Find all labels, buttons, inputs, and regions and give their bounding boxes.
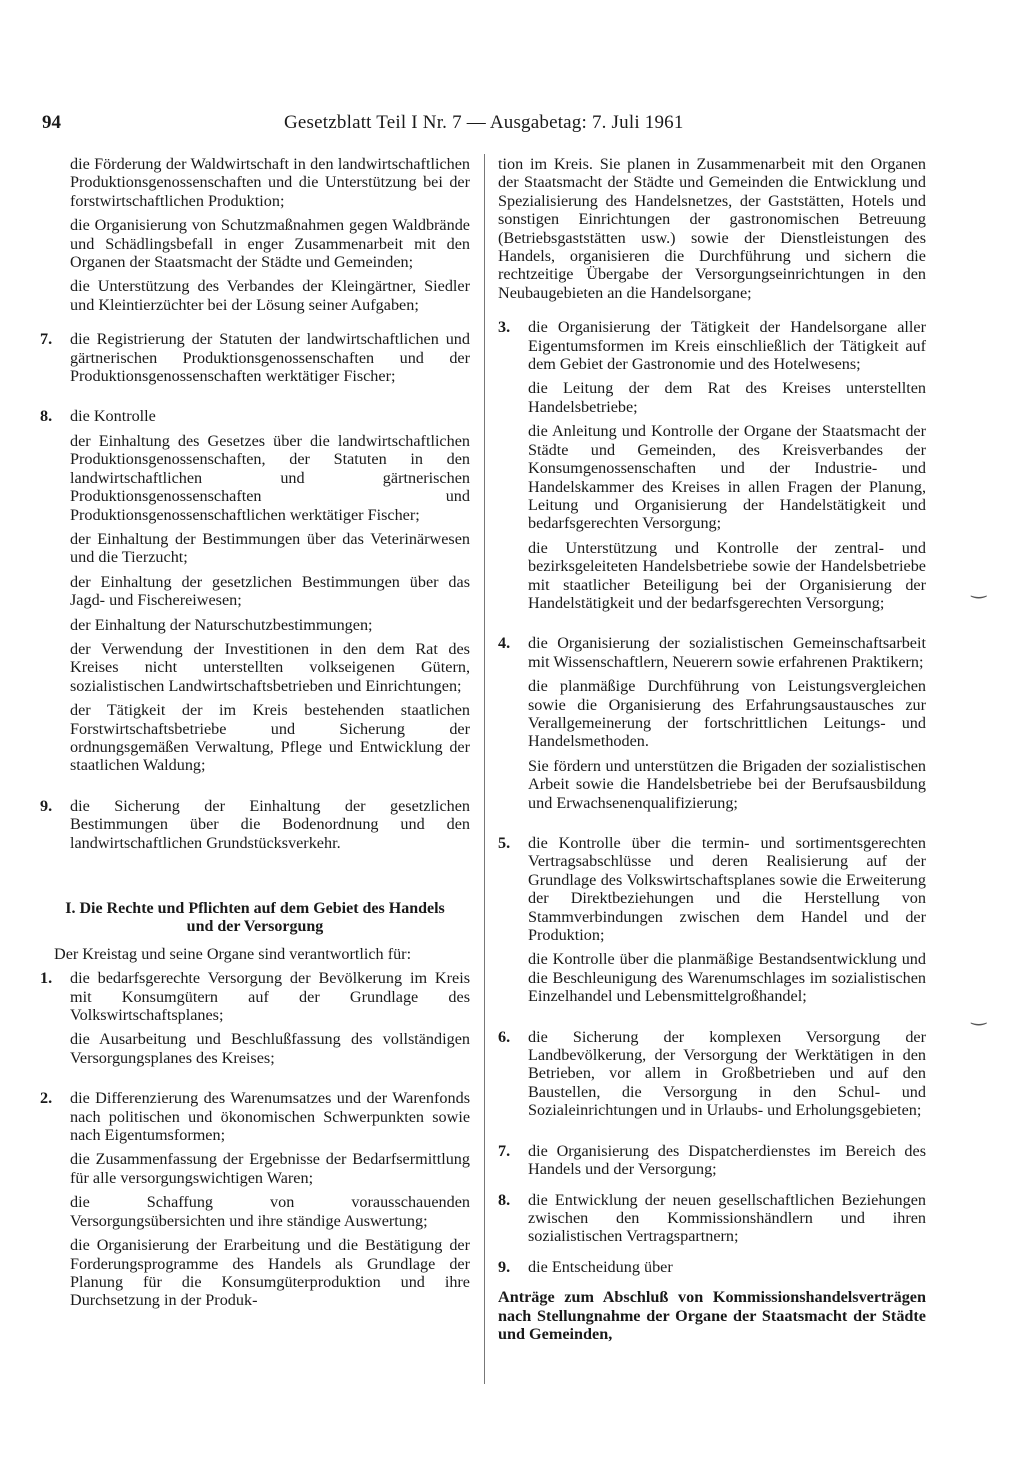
page-header-title: Gesetzblatt Teil I Nr. 7 — Ausgabetag: 7. Juli 1961	[284, 112, 684, 133]
list-item-7	[40, 330, 470, 391]
paragraph: die Förderung der Waldwirtschaft in den landwirtschaftlichen Produktionsgenossenschaften und die Unterstützung bei der forstwirtschaftlichen Produktion;	[70, 155, 470, 210]
item-text: die planmäßige Durchführung von Leistungsvergleichen sowie die Organisierung des Erfahrungsaustausches zur Verallgemeinerung der fortschrittlichen Leitungs- und Handelsmethoden.	[528, 677, 926, 751]
item-text: die Anleitung und Kontrolle der Organe der Staatsmacht der Städte und Gemeinden, des Kreisverbandes der Konsumgenossenschaften und der Industrie- und Handelskammer des Kreises in allen Fragen der Planung, Leitung und Organisierung der Handelstätigkeit und bedarfsgerechten Versorgung;	[528, 422, 926, 533]
item-text: die Organisierung der Tätigkeit der Handelsorgane aller Eigentumsformen im Kreis einschließlich der Tätigkeit auf dem Gebiet der Gastronomie und des Hotelwesens;	[528, 318, 926, 374]
sub-paragraph: Anträge zum Abschluß von Kommissionshandelsverträgen nach Stellungnahme der Organe der Staatsmacht der Städte und Gemeinden,	[498, 1288, 926, 1343]
list-item-9	[40, 797, 470, 858]
left-column	[40, 155, 470, 1322]
item-text: die Zusammenfassung der Ergebnisse der Bedarfsermittlung für alle versorgungswichtigen Waren;	[70, 1150, 470, 1187]
item-number: 6.	[498, 1027, 511, 1046]
section-item-1	[40, 969, 470, 1073]
item-number: 9.	[40, 796, 53, 815]
item-number: 4.	[498, 634, 511, 653]
item-text: die Entwicklung der neuen gesellschaftlichen Beziehungen zwischen den Kommissionshändlern und ihren sozialistischen Vertragspartnern;	[528, 1190, 926, 1246]
item-text: die Registrierung der Statuten der landwirtschaftlichen und gärtnerischen Produktionsgenossenschaften und der Produktionsgenossenschaften werktätiger Fischer;	[70, 330, 470, 386]
item-text: die Sicherung der komplexen Versorgung der Landbevölkerung, der Versorgung der Werktätigen in den Betrieben, vor allem in Großbetrieben und auf den Baustellen, die Versorgung in den Schul- und Sozialeinrichtungen und in Urlaubs- und Erholungsgebieten;	[528, 1027, 926, 1120]
sub-paragraph: der Tätigkeit der im Kreis bestehenden staatlichen Forstwirtschaftsbetriebe und Sicherung der ordnungsgemäßen Verwaltung, Pflege und Entwicklung der staatlichen Waldung;	[70, 701, 470, 775]
paragraph: die Organisierung von Schutzmaßnahmen gegen Waldbrände und Schädlingsbefall in enger Zusammenarbeit mit den Organen der Staatsmacht der Städte und Gemeinden;	[70, 216, 470, 272]
page-number: 94	[42, 112, 61, 133]
item-text: die Organisierung der Erarbeitung und die Bestätigung der Forderungsprogramme des Handels als Grundlage der Planung für die Konsumgüterproduktion und ihre Durchsetzung in der Produk-	[70, 1236, 470, 1310]
item-text: die Ausarbeitung und Beschlußfassung des vollständigen Versorgungsplanes des Kreises;	[70, 1030, 470, 1067]
item-text: die Kontrolle über die planmäßige Bestandsentwicklung und die Beschleunigung des Warenumschlages im sozialistischen Einzelhandel und Lebensmittelgroßhandel;	[528, 950, 926, 1006]
item-text: die Entscheidung über	[528, 1257, 673, 1276]
item-number: 7.	[40, 330, 53, 349]
sub-paragraph: der Einhaltung des Gesetzes über die landwirtschaftlichen Produktionsgenossenschaften, der Statuten in den landwirtschaftlichen und gärtnerischen Produktionsgenossenschaften und Produktionsgenossenschaftlichen werktätiger Fischer;	[70, 431, 470, 524]
section-heading	[40, 900, 470, 937]
margin-mark-1: ‿	[971, 578, 986, 598]
list-item-5	[498, 834, 926, 1012]
sub-paragraph: der Verwendung der Investitionen in den dem Rat des Kreises nicht unterstellten volkseigenen Gütern, sozialistischen Landwirtschaftsbetrieben und Einrichtungen;	[70, 639, 470, 695]
item-text: die Organisierung der sozialistischen Gemeinschaftsarbeit mit Wissenschaftlern, Neuerern sowie erfahrenen Praktikern;	[528, 634, 926, 671]
item-number: 2.	[40, 1089, 53, 1108]
item-text: die Differenzierung des Warenumsatzes und der Warenfonds nach politischen und ökonomischen Schwerpunkten sowie nach Eigentumsformen;	[70, 1089, 470, 1145]
sub-paragraph: der Einhaltung der Bestimmungen über das Veterinärwesen und die Tierzucht;	[70, 529, 470, 567]
paragraph: die Unterstützung des Verbandes der Kleingärtner, Siedler und Kleintierzüchter bei der Lösung seiner Aufgaben;	[70, 277, 470, 314]
item-text: die Leitung der dem Rat des Kreises unterstellten Handelsbetriebe;	[528, 379, 926, 416]
list-item-9-right	[498, 1258, 926, 1282]
item-number: 7.	[498, 1141, 511, 1160]
item-number: 3.	[498, 318, 511, 337]
item-text: die Kontrolle über die termin- und sortimentsgerechten Vertragsabschlüsse und deren Realisierung auf der Grundlage des Volkswirtschaftsplanes sowie die Erweiterung der Direktbeziehungen und die Herstellung von Stammverbindungen zwischen dem Handel und der Produktion;	[528, 834, 926, 945]
item-text: die Unterstützung und Kontrolle der zentral- und bezirksgeleiteten Handelsbetriebe sowie der Handelsbetriebe mit staatlicher Beteiligung bei der Organisierung der Handelstätigkeit und der bedarfsgerechten Versorgung;	[528, 538, 926, 612]
section-heading-line2: und der Versorgung	[186, 918, 324, 936]
column-divider	[484, 154, 485, 1384]
list-item-8-right	[498, 1191, 926, 1252]
section-heading-line1: I. Die Rechte und Pflichten auf dem Gebiet des Handels	[65, 900, 445, 917]
continuation-paragraph: tion im Kreis. Sie planen in Zusammenarbeit mit den Organen der Staatsmacht der Städte und Gemeinden die Entwicklung und Spezialisierung des Handelsnetzes, der Gaststätten, Hotels und sonstigen Einrichtungen der gastronomischen Betreuung (Betriebsgaststätten usw.) sowie der Dienstleistungen des Handels, organisieren die Durchführung und sichern die rechtzeitige Übergabe der Versorgungseinrichtungen in den Neubaugebieten an die Handelsorgane;	[498, 155, 926, 302]
item-text: die bedarfsgerechte Versorgung der Bevölkerung im Kreis mit Konsumgütern auf der Grundlage des Volkswirtschaftsplanes;	[70, 969, 470, 1025]
section-intro: Der Kreistag und seine Organe sind verantwortlich für:	[54, 944, 412, 963]
item-text: die Sicherung der Einhaltung der gesetzlichen Bestimmungen über die Bodenordnung und den landwirtschaftlichen Grundstücksverkehr.	[70, 796, 470, 852]
item-number: 5.	[498, 834, 511, 852]
list-item-8	[40, 407, 470, 780]
margin-mark-2: ‿	[971, 1005, 986, 1025]
item-number: 8.	[40, 407, 53, 426]
item-text: Sie fördern und unterstützen die Brigaden der sozialistischen Arbeit sowie die Handelsbetriebe bei der Berufsausbildung und Erwachsenenqualifizierung;	[528, 756, 926, 812]
item-number: 8.	[498, 1190, 511, 1209]
list-item-3	[498, 318, 926, 618]
item-text: die Organisierung des Dispatcherdienstes im Bereich des Handels und der Versorgung;	[528, 1141, 926, 1179]
sub-paragraph: der Einhaltung der Naturschutzbestimmungen;	[70, 615, 373, 634]
right-column	[498, 155, 926, 1349]
item-text: die Schaffung von vorausschauenden Versorgungsübersichten und ihre ständige Auswertung;	[70, 1193, 470, 1230]
list-item-4	[498, 634, 926, 818]
list-item-6	[498, 1028, 926, 1126]
item-number: 1.	[40, 969, 53, 988]
sub-paragraph: der Einhaltung der gesetzlichen Bestimmungen über das Jagd- und Fischereiwesen;	[70, 572, 470, 610]
item-number: 9.	[498, 1257, 511, 1276]
list-item-7-right	[498, 1142, 926, 1185]
section-item-2	[40, 1089, 470, 1315]
item-text: die Kontrolle	[70, 407, 156, 426]
